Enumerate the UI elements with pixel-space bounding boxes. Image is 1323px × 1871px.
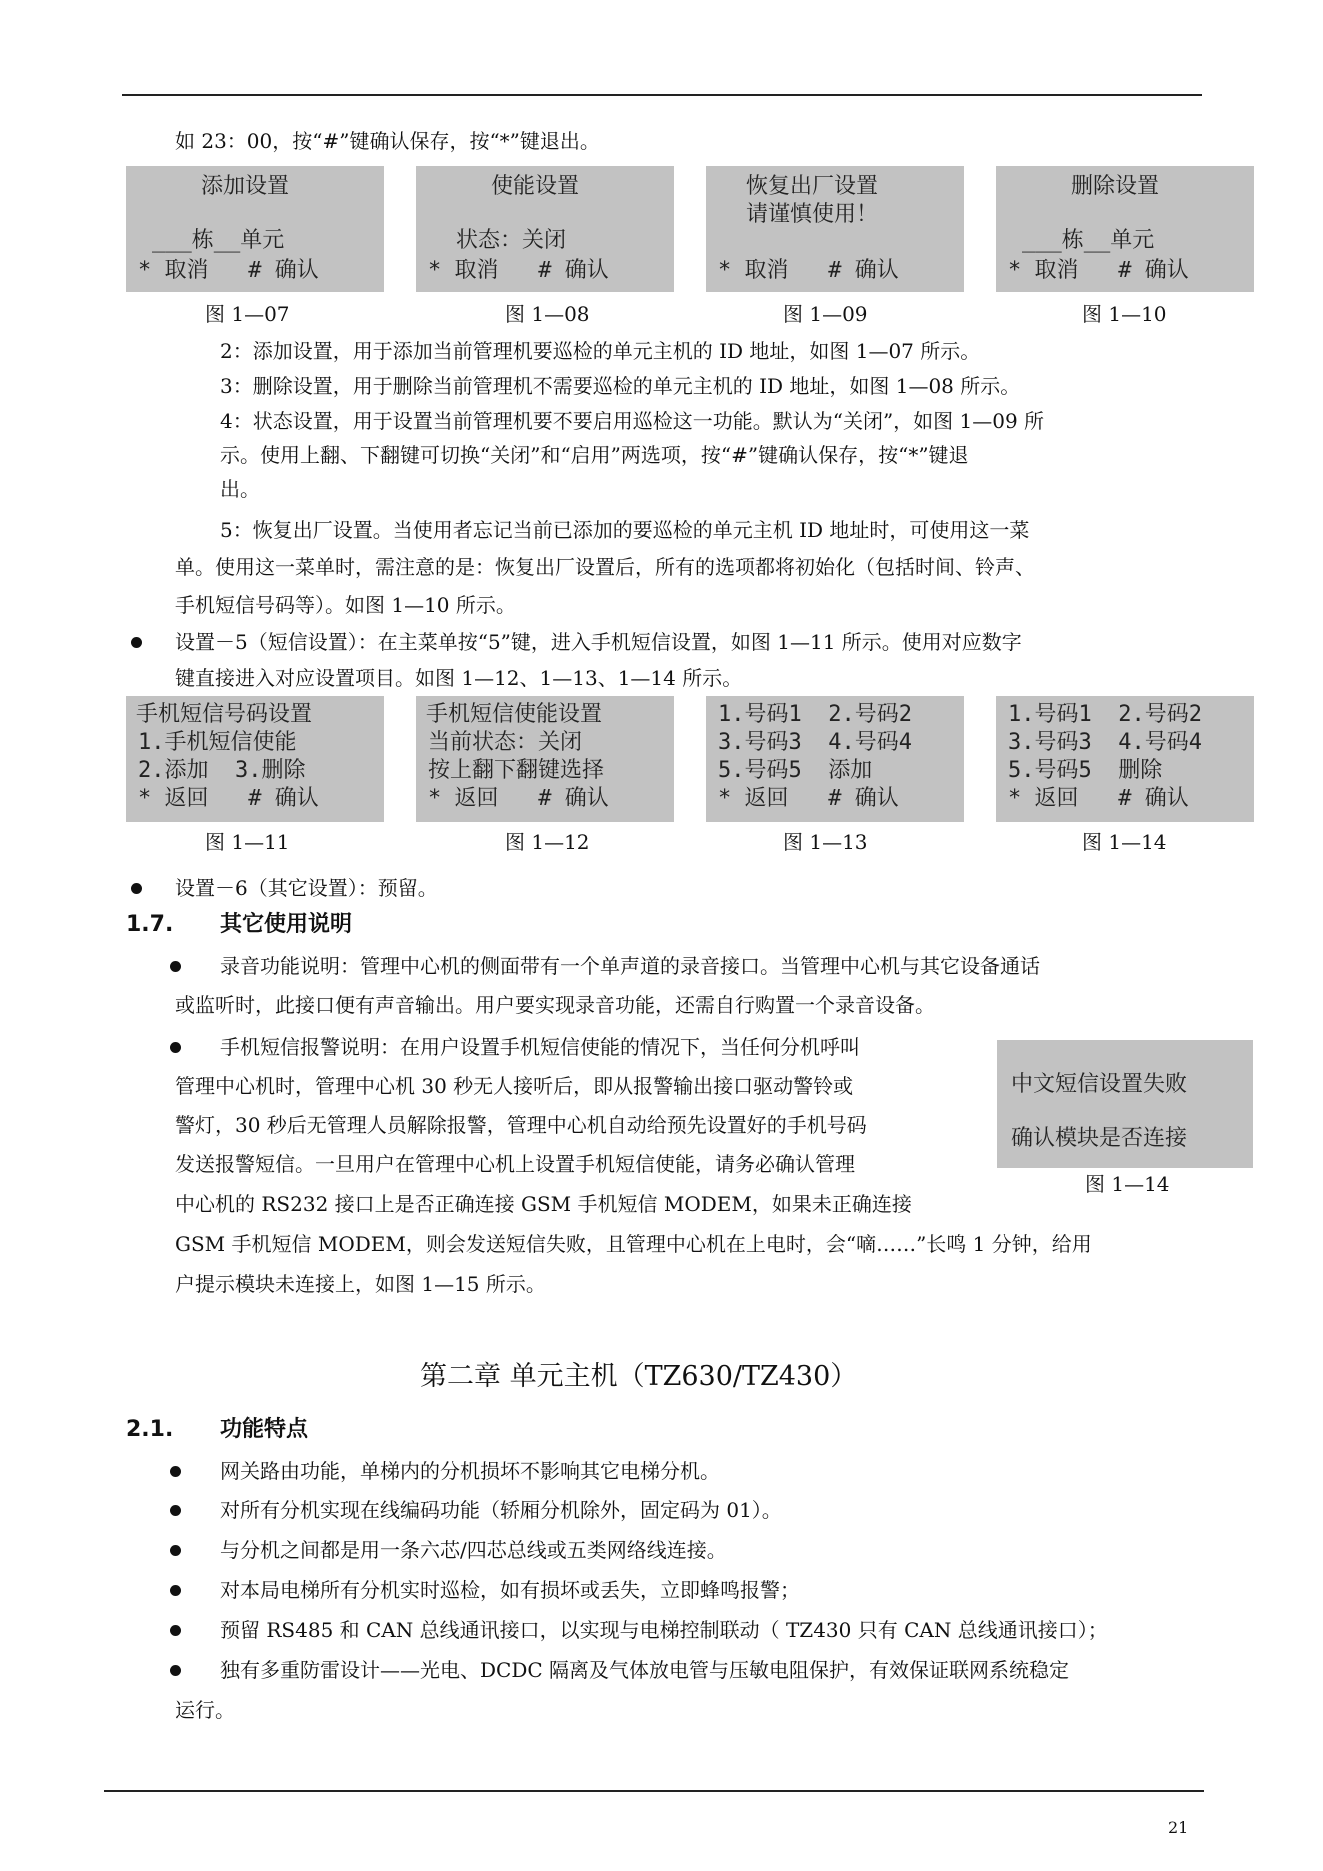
bullet — [170, 1665, 181, 1676]
body-text: 3：删除设置，用于删除当前管理机不需要巡检的单元主机的 ID 地址，如图 1—08 所示。 — [220, 374, 1021, 398]
bullet — [131, 883, 142, 894]
section-number: 1.7. — [126, 912, 174, 937]
feature-item: 对本局电梯所有分机实时巡检，如有损坏或丢失，立即蜂鸣报警； — [220, 1578, 800, 1602]
figure-caption: 图 1—13 — [783, 830, 868, 854]
lcd-line: * 取消 # 确认 — [1008, 258, 1189, 283]
body-text: 录音功能说明：管理中心机的侧面带有一个单声道的录音接口。当管理中心机与其它设备通话 — [220, 954, 1040, 978]
lcd-line: 恢复出厂设置 — [746, 174, 879, 199]
lcd-panel-1-11 — [126, 696, 384, 822]
figure-caption: 图 1—07 — [205, 302, 290, 326]
lcd-line: 手机短信号码设置 — [136, 702, 313, 727]
lcd-line: 当前状态：关闭 — [428, 730, 583, 755]
feature-item: 独有多重防雷设计——光电、DCDC 隔离及气体放电管与压敏电阻保护，有效保证联网系统稳定 — [220, 1658, 1070, 1682]
intro-line: 如 23：00，按“#”键确认保存，按“*”键退出。 — [175, 129, 600, 153]
lcd-line: 3.号码3 4.号码4 — [1008, 730, 1202, 755]
lcd-line: 中文短信设置失败 — [1011, 1072, 1188, 1097]
lcd-line: ___栋__单元 — [152, 228, 285, 253]
lcd-line: * 返回 # 确认 — [428, 786, 609, 811]
figure-caption: 图 1—14 — [1082, 830, 1167, 854]
bullet — [170, 1505, 181, 1516]
body-text: GSM 手机短信 MODEM，则会发送短信失败，且管理中心机在上电时，会“嘀……”长鸣 1 分钟，给用 — [175, 1232, 1092, 1256]
section-number: 2.1. — [126, 1417, 174, 1442]
lcd-line: 3.号码3 4.号码4 — [718, 730, 912, 755]
lcd-line: * 取消 # 确认 — [428, 258, 609, 283]
lcd-panel-error — [997, 1040, 1253, 1168]
body-text: 单。使用这一菜单时，需注意的是：恢复出厂设置后，所有的选项都将初始化（包括时间、铃声、 — [175, 555, 1035, 579]
lcd-line: 5.号码5 删除 — [1008, 758, 1163, 783]
feature-item: 运行。 — [175, 1698, 235, 1722]
figure-caption: 图 1—09 — [783, 302, 868, 326]
figure-caption: 图 1—14 — [1085, 1172, 1170, 1196]
feature-item: 网关路由功能，单梯内的分机损坏不影响其它电梯分机。 — [220, 1459, 720, 1483]
figure-caption: 图 1—12 — [505, 830, 590, 854]
lcd-panel-1-12 — [416, 696, 674, 822]
lcd-panel-1-13 — [706, 696, 964, 822]
lcd-line: * 返回 # 确认 — [138, 786, 319, 811]
bullet — [170, 1042, 181, 1053]
body-text: 中心机的 RS232 接口上是否正确连接 GSM 手机短信 MODEM，如果未正确连接 — [175, 1192, 912, 1216]
bullet — [170, 1625, 181, 1636]
body-text: 设置－5（短信设置）：在主菜单按“5”键，进入手机短信设置，如图 1—11 所示。使用对应数字 — [175, 630, 1022, 654]
body-text: 手机短信号码等）。如图 1—10 所示。 — [175, 593, 516, 617]
lcd-line: 按上翻下翻键选择 — [428, 758, 605, 783]
body-text: 警灯，30 秒后无管理人员解除报警，管理中心机自动给预先设置好的手机号码 — [175, 1113, 867, 1137]
lcd-line: * 返回 # 确认 — [1008, 786, 1189, 811]
figure-caption: 图 1—11 — [205, 830, 290, 854]
lcd-panel-1-14 — [996, 696, 1254, 822]
lcd-line: 确认模块是否连接 — [1011, 1126, 1188, 1151]
body-text: 管理中心机时，管理中心机 30 秒无人接听后，即从报警输出接口驱动警铃或 — [175, 1074, 854, 1098]
lcd-panel-1-09 — [706, 166, 964, 292]
chapter-title: 第二章 单元主机（TZ630/TZ430） — [420, 1361, 858, 1392]
bullet — [170, 1466, 181, 1477]
feature-item: 预留 RS485 和 CAN 总线通讯接口，以实现与电梯控制联动（ TZ430 只有 CAN 总线通讯接口）； — [220, 1618, 1108, 1642]
feature-item: 与分机之间都是用一条六芯/四芯总线或五类网络线连接。 — [220, 1538, 727, 1562]
body-text: 示。使用上翻、下翻键可切换“关闭”和“启用”两选项，按“#”键确认保存，按“*”键退 — [220, 443, 969, 467]
body-text: 出。 — [220, 477, 260, 501]
lcd-line: 5.号码5 添加 — [718, 758, 873, 783]
body-text: 手机短信报警说明：在用户设置手机短信使能的情况下，当任何分机呼叫 — [220, 1035, 860, 1059]
lcd-line: 手机短信使能设置 — [426, 702, 603, 727]
bullet — [131, 637, 142, 648]
footer-rule — [104, 1790, 1204, 1792]
section-title: 功能特点 — [220, 1417, 309, 1442]
lcd-line: 删除设置 — [1071, 174, 1160, 199]
lcd-line: * 取消 # 确认 — [138, 258, 319, 283]
figure-caption: 图 1—08 — [505, 302, 590, 326]
lcd-panel-1-10 — [996, 166, 1254, 292]
feature-item: 对所有分机实现在线编码功能（轿厢分机除外，固定码为 01）。 — [220, 1498, 782, 1522]
bullet — [170, 1545, 181, 1556]
figure-caption: 图 1—10 — [1082, 302, 1167, 326]
lcd-panel-1-08 — [416, 166, 674, 292]
lcd-line: 1.号码1 2.号码2 — [1008, 702, 1202, 727]
lcd-line: * 返回 # 确认 — [718, 786, 899, 811]
body-text: 或监听时，此接口便有声音输出。用户要实现录音功能，还需自行购置一个录音设备。 — [175, 993, 935, 1017]
lcd-line: 请谨慎使用！ — [746, 202, 879, 227]
body-text: 户提示模块未连接上，如图 1—15 所示。 — [175, 1272, 546, 1296]
lcd-line: 2.添加 3.删除 — [138, 758, 306, 783]
body-text: 键直接进入对应设置项目。如图 1—12、1—13、1—14 所示。 — [175, 666, 743, 690]
bullet — [170, 1585, 181, 1596]
lcd-line: * 取消 # 确认 — [718, 258, 899, 283]
body-text: 5：恢复出厂设置。当使用者忘记当前已添加的要巡检的单元主机 ID 地址时，可使用这一菜 — [220, 518, 1030, 542]
body-text: 发送报警短信。一旦用户在管理中心机上设置手机短信使能，请务必确认管理 — [175, 1152, 855, 1176]
bullet — [170, 961, 181, 972]
body-text: 4：状态设置，用于设置当前管理机要不要启用巡检这一功能。默认为“关闭”，如图 1—09 所 — [220, 409, 1045, 433]
lcd-line: 添加设置 — [201, 174, 290, 199]
lcd-line: 状态：关闭 — [456, 228, 567, 253]
page-number: 21 — [1168, 1818, 1189, 1837]
body-text: 设置－6（其它设置）：预留。 — [175, 876, 438, 900]
header-rule — [122, 94, 1202, 96]
section-title: 其它使用说明 — [220, 912, 353, 937]
lcd-line: ___栋__单元 — [1022, 228, 1155, 253]
lcd-panel-1-07 — [126, 166, 384, 292]
lcd-line: 1.手机短信使能 — [138, 730, 297, 755]
lcd-line: 1.号码1 2.号码2 — [718, 702, 912, 727]
body-text: 2：添加设置，用于添加当前管理机要巡检的单元主机的 ID 地址，如图 1—07 所示。 — [220, 339, 981, 363]
lcd-line: 使能设置 — [491, 174, 580, 199]
